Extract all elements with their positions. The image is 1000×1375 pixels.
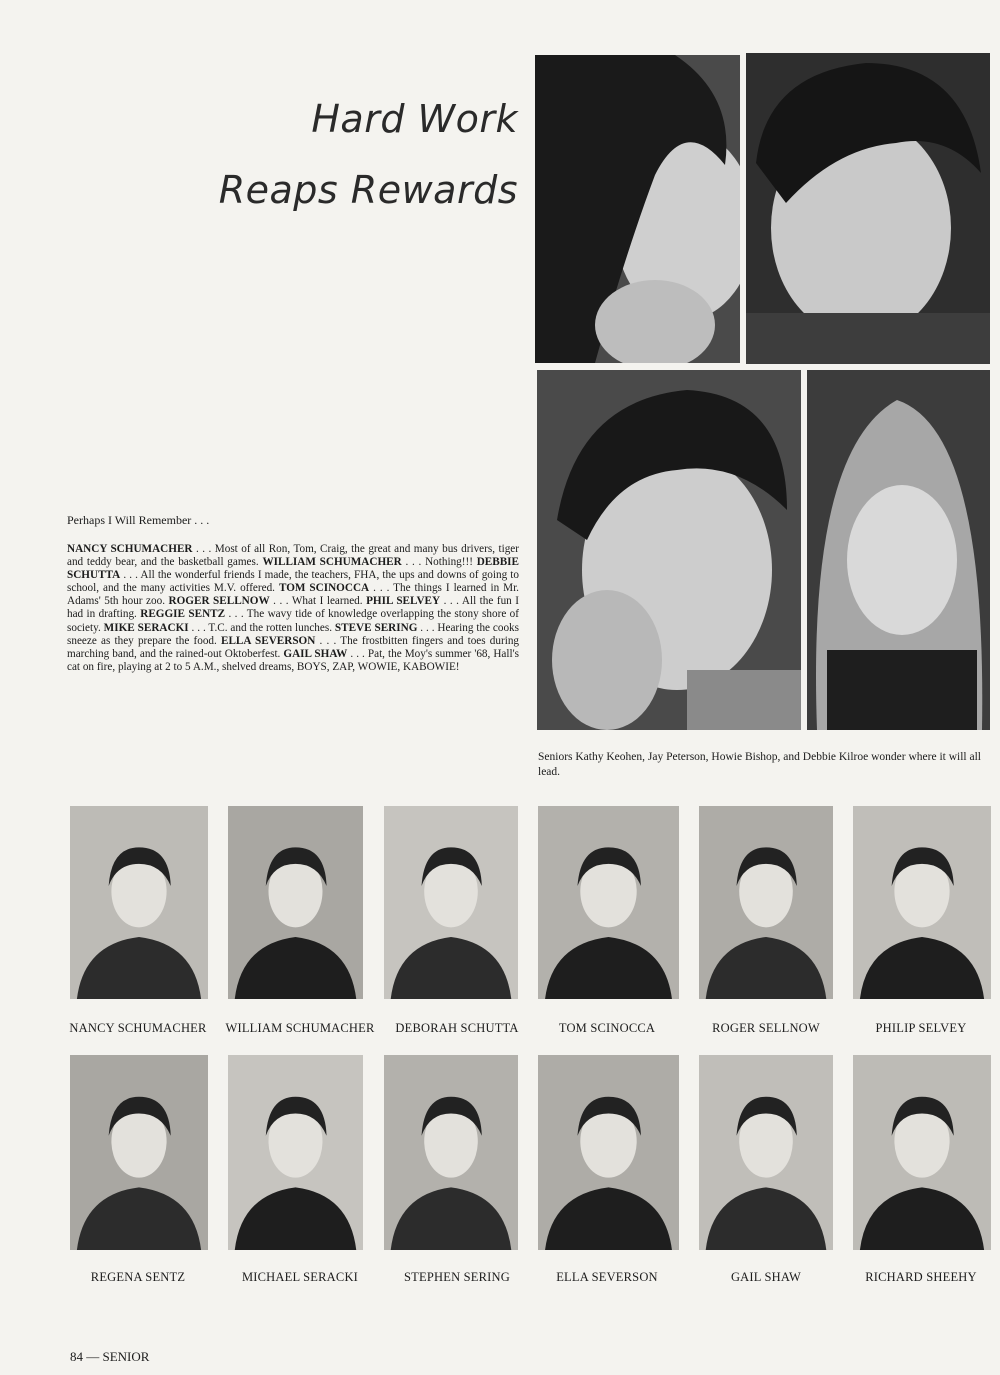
portrait-photo xyxy=(228,1055,363,1250)
entry-name: PHIL SELVEY xyxy=(366,595,441,608)
portrait-name: DEBORAH SCHUTTA xyxy=(395,1021,519,1035)
portrait-photo xyxy=(853,806,991,999)
page-title-line-1: Hard Work xyxy=(311,97,518,141)
portrait-photo xyxy=(699,1055,833,1250)
portrait-photo xyxy=(384,1055,518,1250)
entry-text: . . . Pat, the Moy's summer '68, Hall's cat on fire, playing at 2 to 5 A.M., shelved dreams, BOYS, ZAP, WOWIE, KABOWIE! xyxy=(67,647,519,673)
portrait-photo xyxy=(538,806,679,999)
entry-name: MIKE SERACKI xyxy=(103,621,189,634)
entry-name: STEVE SERING xyxy=(334,621,418,634)
portrait-name: ROGER SELLNOW xyxy=(712,1021,820,1035)
portrait-photo xyxy=(228,806,363,999)
entry-name: WILLIAM SCHUMACHER xyxy=(262,556,402,569)
portrait-photo xyxy=(699,806,833,999)
portrait-photo xyxy=(853,1055,991,1250)
portrait-name: RICHARD SHEEHY xyxy=(865,1270,977,1284)
entry-name: ROGER SELLNOW xyxy=(168,595,270,608)
photo-girl-smiling xyxy=(807,370,990,730)
entry-name: TOM SCINOCCA xyxy=(278,582,370,595)
portrait-name: GAIL SHAW xyxy=(730,1270,802,1284)
portrait-name: PHILIP SELVEY xyxy=(875,1021,967,1035)
entry-name: ELLA SEVERSON xyxy=(221,634,316,647)
portrait-name: ELLA SEVERSON xyxy=(556,1270,658,1284)
entry-text: . . . All the wonderful friends I made, the teachers, FHA, the ups and downs of going to school, and the many activities M.V. offered. xyxy=(67,569,519,595)
photo-boy-gazing xyxy=(746,53,990,364)
portrait-photo xyxy=(70,1055,208,1250)
page-folio: 84 — SENIOR xyxy=(70,1349,150,1364)
portrait-photo xyxy=(384,806,518,999)
entry-text: . . . The wavy tide of knowledge overlapping the stony shore of society. xyxy=(67,608,519,634)
entry-text: . . . All the fun I had in drafting. xyxy=(67,595,520,621)
remember-entries xyxy=(67,543,519,674)
entry-name: DEBBIE SCHUTTA xyxy=(67,556,519,582)
entry-name: REGGIE SENTZ xyxy=(140,608,226,621)
entry-text: . . . The frostbitten fingers and toes during marching band, and the rained-out Oktoberfest. xyxy=(67,634,520,660)
portrait-name: MICHAEL SERACKI xyxy=(241,1270,359,1284)
portrait-photo xyxy=(70,806,208,999)
page-title-line-2: Reaps Rewards xyxy=(218,168,518,212)
portrait-name: NANCY SCHUMACHER xyxy=(69,1021,207,1035)
portrait-name: TOM SCINOCCA xyxy=(558,1021,656,1035)
entry-text: . . . Hearing the cooks sneeze as they prepare the food. xyxy=(67,621,520,647)
portrait-name: STEPHEN SERING xyxy=(404,1270,510,1284)
entry-text: . . . Most of all Ron, Tom, Craig, the great and many bus drivers, tiger and teddy bear, and the basketball games. xyxy=(67,543,519,569)
entry-text: . . . The things I learned in Mr. Adams' 5th hour zoo. xyxy=(67,582,519,608)
entry-name: GAIL SHAW xyxy=(283,647,348,660)
entry-text: . . . What I learned. xyxy=(269,595,367,608)
photo-caption: Seniors Kathy Keohen, Jay Peterson, Howie Bishop, and Debbie Kilroe wonder where it will all lead. xyxy=(538,751,981,778)
entry-text: . . . T.C. and the rotten lunches. xyxy=(188,621,335,634)
intro-line: Perhaps I Will Remember . . . xyxy=(67,513,210,527)
portrait-photo xyxy=(538,1055,679,1250)
photo-boy-hand-on-chin xyxy=(537,370,801,730)
portrait-name: WILLIAM SCHUMACHER xyxy=(225,1021,375,1035)
photo-girl-thinking xyxy=(535,55,740,363)
entry-name: NANCY SCHUMACHER xyxy=(67,543,193,555)
entry-text: . . . Nothing!!! xyxy=(401,556,477,569)
portrait-name: REGENA SENTZ xyxy=(90,1270,186,1284)
